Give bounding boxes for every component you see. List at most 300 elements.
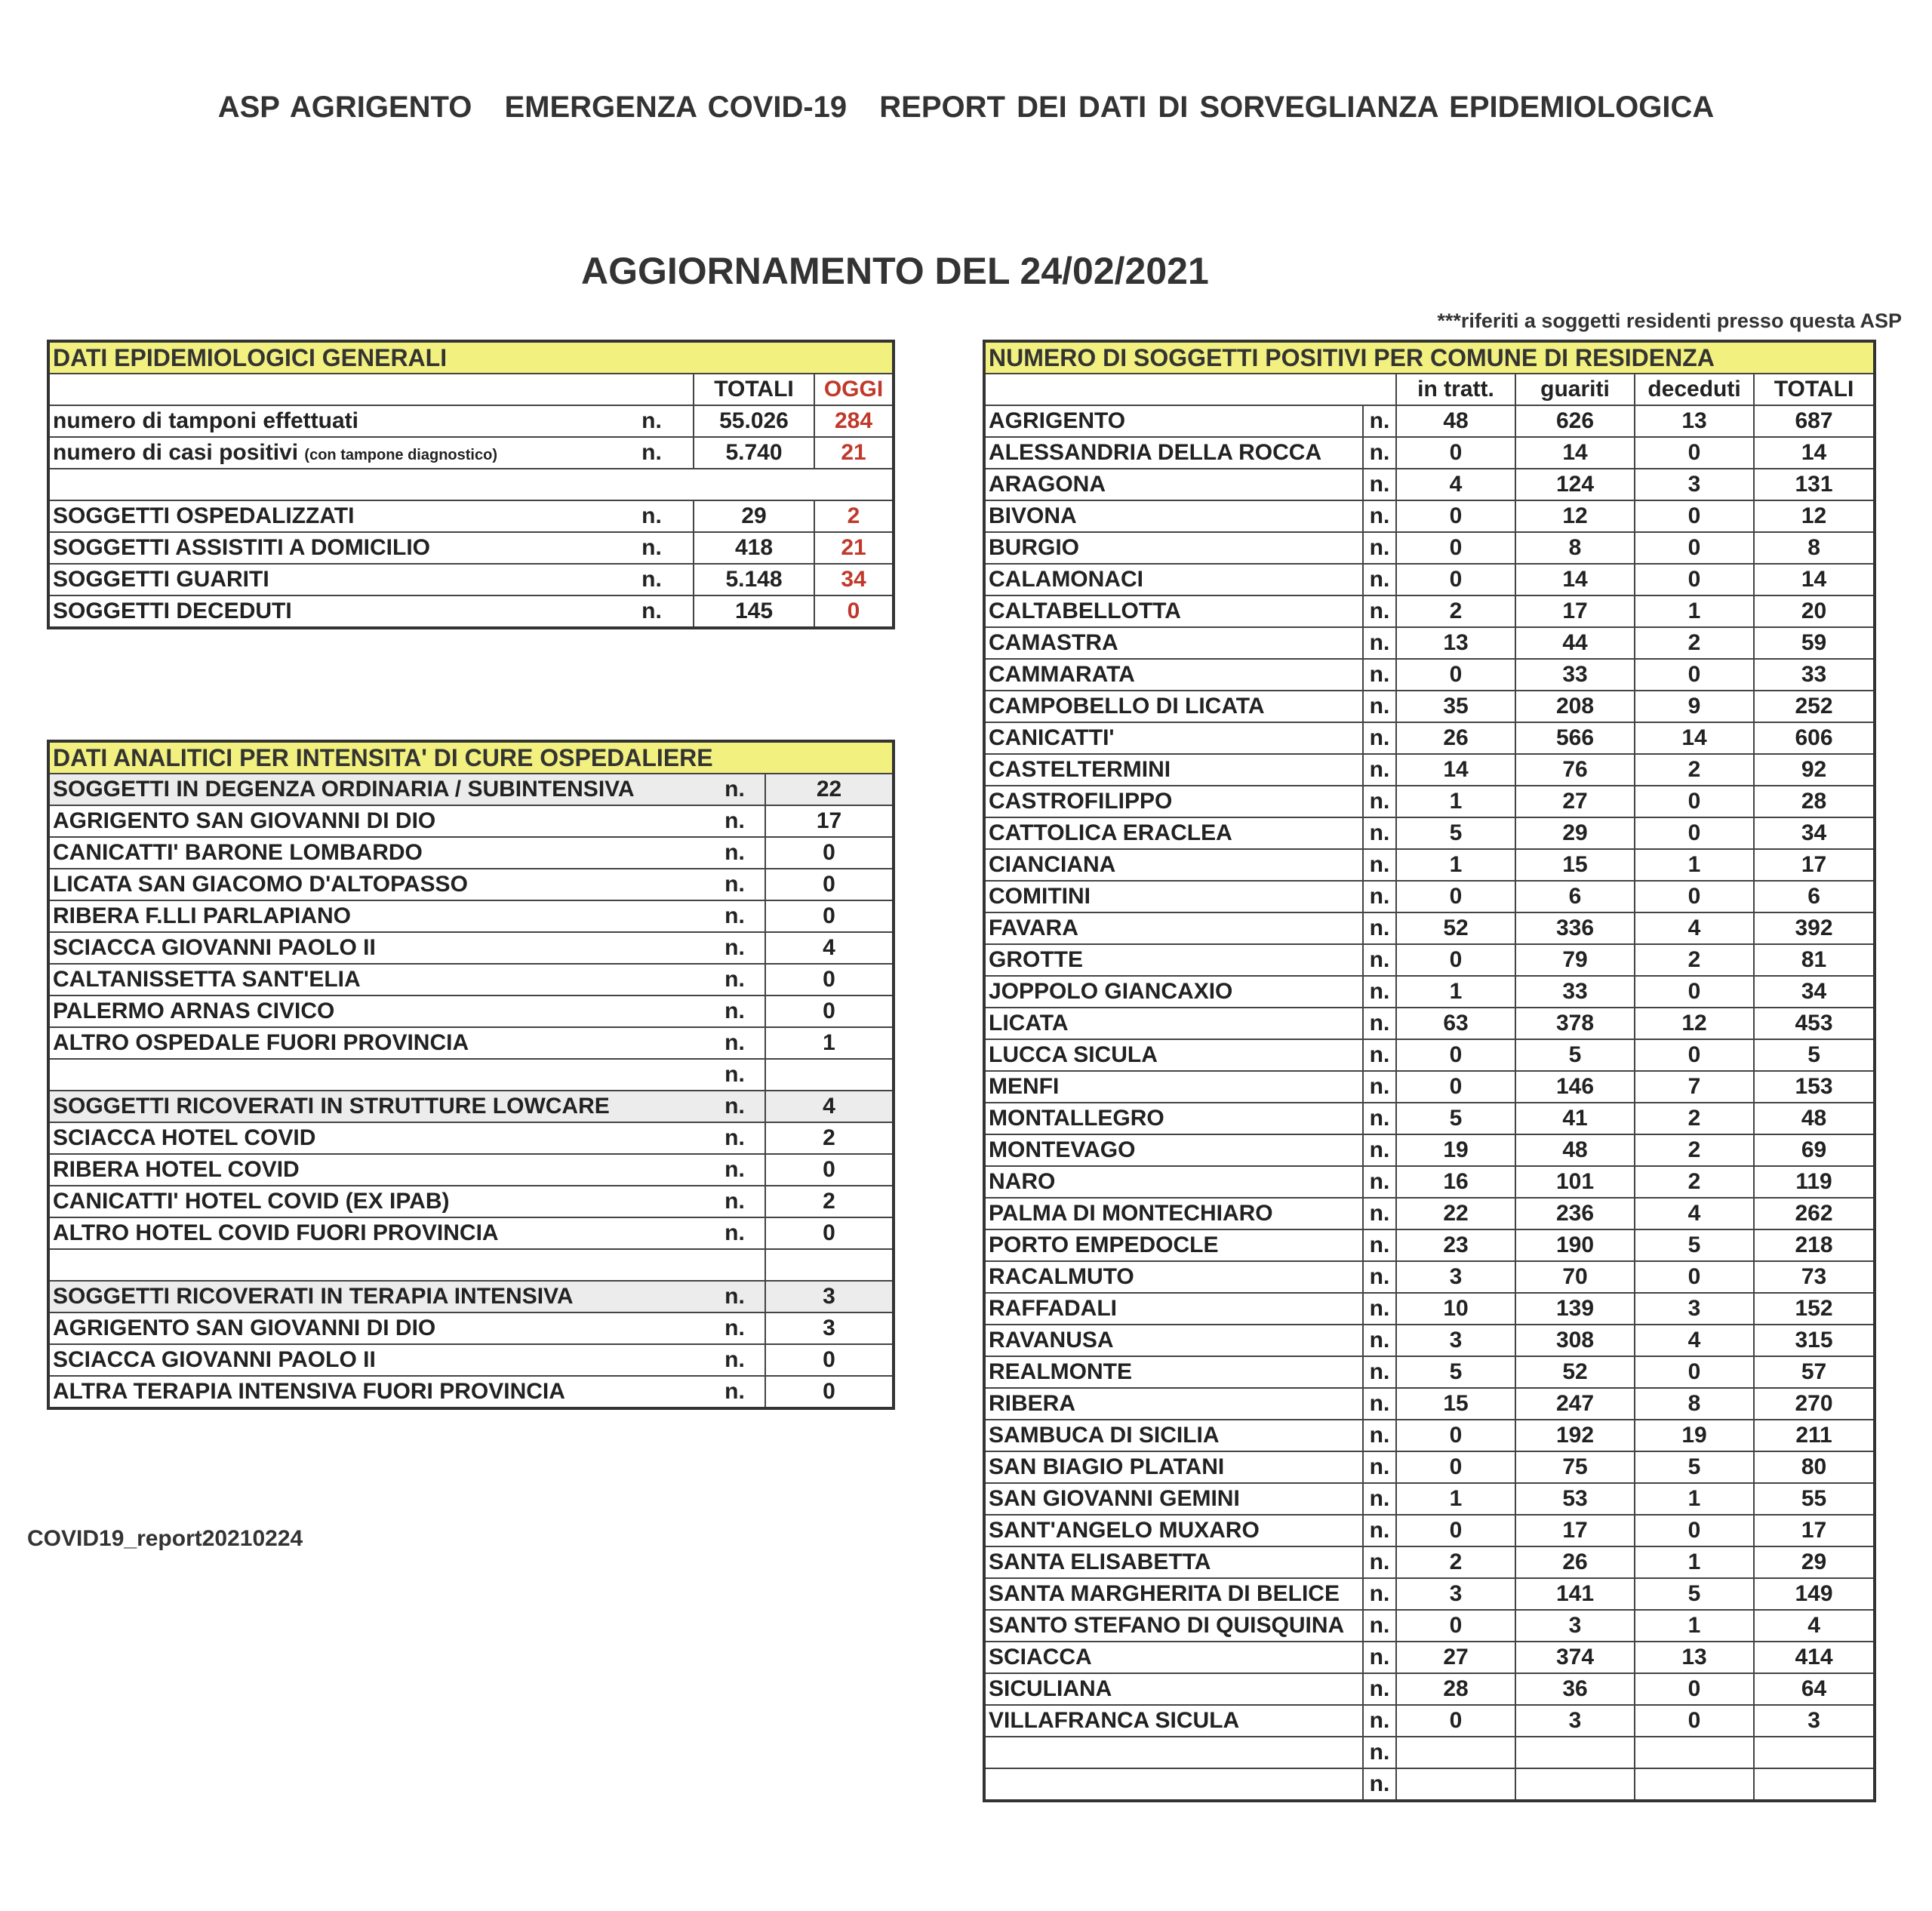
guariti-value: 139	[1515, 1293, 1635, 1325]
report-label: REPORT DEI DATI DI SORVEGLIANZA EPIDEMIOLOGICA	[879, 91, 1715, 124]
municipality-name: RAFFADALI	[984, 1293, 1363, 1325]
guariti-value: 190	[1515, 1229, 1635, 1261]
n-marker: n.	[1363, 849, 1396, 881]
in-tratt-value: 35	[1396, 691, 1515, 722]
in-tratt-value	[1396, 1768, 1515, 1801]
deceduti-value: 13	[1635, 1642, 1754, 1673]
row-value: 2	[765, 1122, 894, 1154]
guariti-value: 336	[1515, 912, 1635, 944]
n-marker: n.	[1363, 754, 1396, 786]
n-marker: n.	[705, 1122, 765, 1154]
totali-value: 145	[694, 595, 814, 628]
guariti-value: 53	[1515, 1483, 1635, 1515]
totali-value: 4	[1754, 1610, 1875, 1642]
municipality-name: CANICATTI'	[984, 722, 1363, 754]
guariti-value: 14	[1515, 564, 1635, 595]
in-tratt-value: 22	[1396, 1198, 1515, 1229]
totali-value: 69	[1754, 1134, 1875, 1166]
municipality-name: NARO	[984, 1166, 1363, 1198]
municipality-name: CATTOLICA ERACLEA	[984, 817, 1363, 849]
report-header	[0, 91, 1932, 125]
totali-value: 262	[1754, 1198, 1875, 1229]
totali-value: 34	[1754, 976, 1875, 1008]
deceduti-value: 19	[1635, 1420, 1754, 1451]
totali-value: 55.026	[694, 405, 814, 437]
totali-value: 59	[1754, 627, 1875, 659]
row-label-text: numero di tamponi effettuati	[53, 408, 358, 433]
analytic-row	[48, 996, 894, 1027]
n-marker: n.	[1363, 437, 1396, 469]
guariti-value	[1515, 1737, 1635, 1768]
spacer-cell	[48, 469, 894, 500]
guariti-value: 146	[1515, 1071, 1635, 1103]
totali-value: 152	[1754, 1293, 1875, 1325]
municipality-name: PORTO EMPEDOCLE	[984, 1229, 1363, 1261]
municipality-name: SANTO STEFANO DI QUISQUINA	[984, 1610, 1363, 1642]
n-marker: n.	[705, 964, 765, 996]
row-value: 4	[765, 1091, 894, 1122]
n-marker: n.	[705, 1186, 765, 1217]
guariti-value: 33	[1515, 976, 1635, 1008]
analytic-row	[48, 805, 894, 837]
in-tratt-value: 16	[1396, 1166, 1515, 1198]
municipal-title: NUMERO DI SOGGETTI POSITIVI PER COMUNE DI RESIDENZA	[984, 341, 1875, 374]
totali-value: 418	[694, 532, 814, 564]
in-tratt-value: 0	[1396, 659, 1515, 691]
municipality-row	[984, 1610, 1875, 1642]
guariti-value: 141	[1515, 1578, 1635, 1610]
row-value: 2	[765, 1186, 894, 1217]
guariti-value: 79	[1515, 944, 1635, 976]
row-label	[48, 1059, 705, 1091]
totali-value: 48	[1754, 1103, 1875, 1134]
municipality-name: BIVONA	[984, 500, 1363, 532]
n-marker: n.	[705, 1027, 765, 1059]
n-marker: n.	[705, 1217, 765, 1249]
totali-value: 3	[1754, 1705, 1875, 1737]
in-tratt-value: 0	[1396, 1705, 1515, 1737]
n-marker: n.	[1363, 1705, 1396, 1737]
in-tratt-value: 0	[1396, 944, 1515, 976]
n-marker: n.	[705, 869, 765, 900]
municipality-row	[984, 405, 1875, 437]
municipal-title-row	[984, 341, 1875, 374]
totali-value: 211	[1754, 1420, 1875, 1451]
row-label	[48, 1249, 705, 1281]
deceduti-value: 0	[1635, 1039, 1754, 1071]
n-marker: n.	[1363, 1134, 1396, 1166]
in-tratt-value: 0	[1396, 1515, 1515, 1546]
analytic-title: DATI ANALITICI PER INTENSITA' DI CURE OSPEDALIERE	[48, 741, 894, 774]
row-label-note: (con tampone diagnostico)	[304, 447, 497, 463]
in-tratt-value: 2	[1396, 1546, 1515, 1578]
deceduti-value: 3	[1635, 469, 1754, 500]
guariti-value: 566	[1515, 722, 1635, 754]
totali-value: 606	[1754, 722, 1875, 754]
row-label	[48, 564, 611, 595]
totali-value: 6	[1754, 881, 1875, 912]
guariti-value: 27	[1515, 786, 1635, 817]
general-row	[48, 564, 894, 595]
municipality-row	[984, 1261, 1875, 1293]
municipality-name: FAVARA	[984, 912, 1363, 944]
municipality-row	[984, 1737, 1875, 1768]
municipality-row	[984, 1071, 1875, 1103]
municipality-name: MONTEVAGO	[984, 1134, 1363, 1166]
guariti-value: 374	[1515, 1642, 1635, 1673]
n-marker: n.	[1363, 1420, 1396, 1451]
municipality-name: BURGIO	[984, 532, 1363, 564]
deceduti-value: 5	[1635, 1229, 1754, 1261]
n-marker: n.	[705, 900, 765, 932]
in-tratt-value: 27	[1396, 1642, 1515, 1673]
n-marker: n.	[1363, 1673, 1396, 1705]
row-value: 0	[765, 900, 894, 932]
analytic-row	[48, 932, 894, 964]
totali-value: 20	[1754, 595, 1875, 627]
n-marker: n.	[1363, 1166, 1396, 1198]
totali-value: 131	[1754, 469, 1875, 500]
analytic-row	[48, 1281, 894, 1312]
analytic-row	[48, 869, 894, 900]
deceduti-value: 0	[1635, 659, 1754, 691]
totali-value: 57	[1754, 1356, 1875, 1388]
n-marker: n.	[705, 996, 765, 1027]
row-label-text: numero di casi positivi	[53, 440, 299, 465]
row-value: 4	[765, 932, 894, 964]
totali-value: 73	[1754, 1261, 1875, 1293]
totali-value: 34	[1754, 817, 1875, 849]
guariti-value: 626	[1515, 405, 1635, 437]
n-marker: n.	[1363, 1483, 1396, 1515]
n-marker: n.	[1363, 1642, 1396, 1673]
in-tratt-value: 28	[1396, 1673, 1515, 1705]
update-title: AGGIORNAMENTO DEL 24/02/2021	[581, 250, 1209, 292]
row-value: 3	[765, 1312, 894, 1344]
n-marker: n.	[1363, 1388, 1396, 1420]
totali-value	[1754, 1737, 1875, 1768]
deceduti-value: 1	[1635, 849, 1754, 881]
deceduti-value	[1635, 1768, 1754, 1801]
municipality-name: CAMMARATA	[984, 659, 1363, 691]
deceduti-value: 0	[1635, 437, 1754, 469]
municipality-name: SCIACCA	[984, 1642, 1363, 1673]
col-header-2: deceduti	[1635, 374, 1754, 405]
guariti-value: 5	[1515, 1039, 1635, 1071]
row-value: 1	[765, 1027, 894, 1059]
municipality-name: CASTROFILIPPO	[984, 786, 1363, 817]
guariti-value: 52	[1515, 1356, 1635, 1388]
in-tratt-value: 1	[1396, 849, 1515, 881]
totali-value: 5.148	[694, 564, 814, 595]
municipality-name: SICULIANA	[984, 1673, 1363, 1705]
deceduti-value: 14	[1635, 722, 1754, 754]
row-label-text: SOGGETTI DECEDUTI	[53, 599, 292, 623]
municipality-name: RIBERA	[984, 1388, 1363, 1420]
blank-header-cell	[984, 374, 1396, 405]
municipality-row	[984, 437, 1875, 469]
totali-value	[1754, 1768, 1875, 1801]
analytic-row	[48, 837, 894, 869]
row-label-text: SOGGETTI ASSISTITI A DOMICILIO	[53, 535, 431, 560]
totali-value: 252	[1754, 691, 1875, 722]
n-marker: n.	[705, 805, 765, 837]
row-value: 0	[765, 996, 894, 1027]
col-totali: TOTALI	[694, 374, 814, 405]
in-tratt-value: 2	[1396, 595, 1515, 627]
deceduti-value: 2	[1635, 627, 1754, 659]
n-marker: n.	[611, 405, 694, 437]
n-marker: n.	[1363, 1737, 1396, 1768]
guariti-value	[1515, 1768, 1635, 1801]
n-marker: n.	[611, 564, 694, 595]
n-marker: n.	[1363, 1515, 1396, 1546]
n-marker: n.	[1363, 976, 1396, 1008]
municipality-row	[984, 1293, 1875, 1325]
guariti-value: 378	[1515, 1008, 1635, 1039]
municipality-row	[984, 881, 1875, 912]
municipality-row	[984, 691, 1875, 722]
deceduti-value: 13	[1635, 405, 1754, 437]
guariti-value: 208	[1515, 691, 1635, 722]
n-marker: n.	[1363, 1578, 1396, 1610]
guariti-value: 8	[1515, 532, 1635, 564]
oggi-value: 21	[814, 532, 894, 564]
municipal-column-header-row	[984, 374, 1875, 405]
row-label: LICATA SAN GIACOMO D'ALTOPASSO	[48, 869, 705, 900]
guariti-value: 76	[1515, 754, 1635, 786]
in-tratt-value: 14	[1396, 754, 1515, 786]
n-marker: n.	[705, 1344, 765, 1376]
guariti-value: 70	[1515, 1261, 1635, 1293]
municipality-row	[984, 912, 1875, 944]
n-marker: n.	[1363, 564, 1396, 595]
n-marker: n.	[705, 1281, 765, 1312]
in-tratt-value: 1	[1396, 1483, 1515, 1515]
n-marker: n.	[1363, 1293, 1396, 1325]
n-marker: n.	[611, 500, 694, 532]
municipality-name: CAMPOBELLO DI LICATA	[984, 691, 1363, 722]
municipality-row	[984, 1325, 1875, 1356]
in-tratt-value: 0	[1396, 1451, 1515, 1483]
in-tratt-value: 0	[1396, 1610, 1515, 1642]
municipality-row	[984, 722, 1875, 754]
municipality-row	[984, 469, 1875, 500]
totali-value: 5.740	[694, 437, 814, 469]
municipality-name: MONTALLEGRO	[984, 1103, 1363, 1134]
row-value	[765, 1249, 894, 1281]
n-marker: n.	[1363, 405, 1396, 437]
n-marker: n.	[705, 1312, 765, 1344]
deceduti-value: 5	[1635, 1578, 1754, 1610]
guariti-value: 29	[1515, 817, 1635, 849]
municipality-row	[984, 1768, 1875, 1801]
row-value	[765, 1059, 894, 1091]
analytic-row	[48, 1091, 894, 1122]
col-header-3: TOTALI	[1754, 374, 1875, 405]
totali-value: 218	[1754, 1229, 1875, 1261]
deceduti-value	[1635, 1737, 1754, 1768]
n-marker: n.	[1363, 595, 1396, 627]
in-tratt-value: 15	[1396, 1388, 1515, 1420]
blank-header-cell	[48, 374, 694, 405]
municipality-row	[984, 1039, 1875, 1071]
deceduti-value: 1	[1635, 595, 1754, 627]
deceduti-value: 0	[1635, 500, 1754, 532]
row-value: 3	[765, 1281, 894, 1312]
guariti-value: 15	[1515, 849, 1635, 881]
deceduti-value: 7	[1635, 1071, 1754, 1103]
municipality-row	[984, 1673, 1875, 1705]
municipal-data-table	[983, 340, 1876, 1802]
in-tratt-value: 3	[1396, 1578, 1515, 1610]
totali-value: 80	[1754, 1451, 1875, 1483]
deceduti-value: 2	[1635, 1134, 1754, 1166]
n-marker: n.	[705, 1376, 765, 1408]
general-row	[48, 500, 894, 532]
deceduti-value: 1	[1635, 1546, 1754, 1578]
row-value: 0	[765, 964, 894, 996]
report-code: COVID19_report20210224	[27, 1526, 303, 1551]
in-tratt-value: 3	[1396, 1325, 1515, 1356]
municipality-row	[984, 1642, 1875, 1673]
n-marker: n.	[1363, 1768, 1396, 1801]
municipality-row	[984, 1515, 1875, 1546]
general-row	[48, 405, 894, 437]
analytic-row	[48, 1344, 894, 1376]
deceduti-value: 0	[1635, 1705, 1754, 1737]
totali-value: 8	[1754, 532, 1875, 564]
analytic-row	[48, 900, 894, 932]
municipality-row	[984, 849, 1875, 881]
in-tratt-value: 13	[1396, 627, 1515, 659]
municipality-name: SANTA MARGHERITA DI BELICE	[984, 1578, 1363, 1610]
row-label	[48, 500, 611, 532]
totali-value: 453	[1754, 1008, 1875, 1039]
totali-value: 29	[1754, 1546, 1875, 1578]
municipality-name: RAVANUSA	[984, 1325, 1363, 1356]
deceduti-value: 4	[1635, 912, 1754, 944]
municipality-name: SAMBUCA DI SICILIA	[984, 1420, 1363, 1451]
row-label: ALTRO HOTEL COVID FUORI PROVINCIA	[48, 1217, 705, 1249]
municipality-name: PALMA DI MONTECHIARO	[984, 1198, 1363, 1229]
municipality-row	[984, 1103, 1875, 1134]
residents-note: ***riferiti a soggetti residenti presso questa ASP	[1437, 309, 1902, 332]
n-marker: n.	[1363, 1103, 1396, 1134]
municipality-name: MENFI	[984, 1071, 1363, 1103]
n-marker: n.	[1363, 1610, 1396, 1642]
guariti-value: 12	[1515, 500, 1635, 532]
n-marker: n.	[1363, 1356, 1396, 1388]
totali-value: 92	[1754, 754, 1875, 786]
municipality-row	[984, 1008, 1875, 1039]
deceduti-value: 8	[1635, 1388, 1754, 1420]
deceduti-value: 2	[1635, 1103, 1754, 1134]
row-value: 0	[765, 1376, 894, 1408]
in-tratt-value: 0	[1396, 532, 1515, 564]
oggi-value: 2	[814, 500, 894, 532]
guariti-value: 3	[1515, 1705, 1635, 1737]
municipality-name: VILLAFRANCA SICULA	[984, 1705, 1363, 1737]
row-value: 0	[765, 1344, 894, 1376]
municipality-row	[984, 976, 1875, 1008]
municipality-name: SAN GIOVANNI GEMINI	[984, 1483, 1363, 1515]
deceduti-value: 0	[1635, 976, 1754, 1008]
municipality-name: GROTTE	[984, 944, 1363, 976]
in-tratt-value: 5	[1396, 1356, 1515, 1388]
analytic-row	[48, 964, 894, 996]
in-tratt-value: 26	[1396, 722, 1515, 754]
guariti-value: 26	[1515, 1546, 1635, 1578]
totali-value: 14	[1754, 564, 1875, 595]
row-value: 17	[765, 805, 894, 837]
n-marker: n.	[705, 837, 765, 869]
n-marker: n.	[1363, 1325, 1396, 1356]
analytic-row	[48, 1154, 894, 1186]
n-marker: n.	[611, 437, 694, 469]
in-tratt-value	[1396, 1737, 1515, 1768]
deceduti-value: 1	[1635, 1610, 1754, 1642]
guariti-value: 44	[1515, 627, 1635, 659]
guariti-value: 236	[1515, 1198, 1635, 1229]
municipality-name: SANT'ANGELO MUXARO	[984, 1515, 1363, 1546]
deceduti-value: 5	[1635, 1451, 1754, 1483]
totali-value: 29	[694, 500, 814, 532]
in-tratt-value: 5	[1396, 1103, 1515, 1134]
guariti-value: 3	[1515, 1610, 1635, 1642]
n-marker: n.	[1363, 1198, 1396, 1229]
oggi-value: 284	[814, 405, 894, 437]
in-tratt-value: 48	[1396, 405, 1515, 437]
municipality-name: CALAMONACI	[984, 564, 1363, 595]
municipality-row	[984, 659, 1875, 691]
in-tratt-value: 0	[1396, 1071, 1515, 1103]
municipality-name: SANTA ELISABETTA	[984, 1546, 1363, 1578]
deceduti-value: 9	[1635, 691, 1754, 722]
n-marker: n.	[1363, 1261, 1396, 1293]
municipality-name: CASTELTERMINI	[984, 754, 1363, 786]
municipality-name: REALMONTE	[984, 1356, 1363, 1388]
n-marker: n.	[611, 532, 694, 564]
deceduti-value: 2	[1635, 1166, 1754, 1198]
municipality-row	[984, 1578, 1875, 1610]
municipality-name: CIANCIANA	[984, 849, 1363, 881]
municipality-row	[984, 1356, 1875, 1388]
in-tratt-value: 3	[1396, 1261, 1515, 1293]
deceduti-value: 1	[1635, 1483, 1754, 1515]
totali-value: 55	[1754, 1483, 1875, 1515]
guariti-value: 75	[1515, 1451, 1635, 1483]
municipality-row	[984, 1198, 1875, 1229]
n-marker: n.	[1363, 1071, 1396, 1103]
n-marker: n.	[705, 932, 765, 964]
in-tratt-value: 0	[1396, 1420, 1515, 1451]
in-tratt-value: 0	[1396, 1039, 1515, 1071]
municipality-row	[984, 754, 1875, 786]
row-label	[48, 405, 611, 437]
analytic-row	[48, 774, 894, 805]
municipality-row	[984, 1705, 1875, 1737]
deceduti-value: 0	[1635, 786, 1754, 817]
spacer-row	[48, 469, 894, 500]
municipality-row	[984, 595, 1875, 627]
in-tratt-value: 0	[1396, 564, 1515, 595]
in-tratt-value: 23	[1396, 1229, 1515, 1261]
row-label: SCIACCA GIOVANNI PAOLO II	[48, 932, 705, 964]
col-oggi: OGGI	[814, 374, 894, 405]
n-marker: n.	[1363, 1008, 1396, 1039]
municipality-row	[984, 1451, 1875, 1483]
